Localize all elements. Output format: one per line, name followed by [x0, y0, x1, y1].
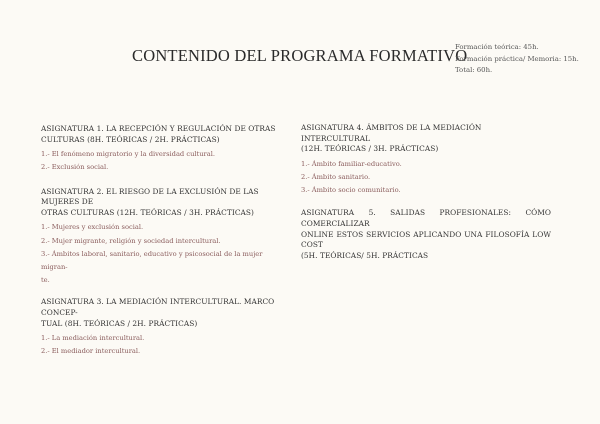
- subject-5: [301, 208, 551, 261]
- hours-total: Total: 60h.: [455, 66, 493, 74]
- subject-1-items: [41, 148, 291, 174]
- list-item: te.: [41, 276, 50, 285]
- subject-3: [41, 297, 291, 358]
- subject-3-title: [41, 297, 291, 329]
- subject-2-title-line: OTRAS CULTURAS (12H. TEÓRICAS / 3H. PRÁCTICAS): [41, 207, 254, 217]
- list-item: 1.- Mujeres y exclusión social.: [41, 223, 144, 232]
- subject-4-title: [301, 123, 551, 155]
- list-item: 1.- Ámbito familiar-educativo.: [301, 159, 402, 168]
- subject-5-title-line: (5H. TEÓRICAS/ 5H. PRÁCTICAS: [301, 250, 429, 260]
- subject-2-items: [41, 221, 291, 287]
- subject-3-title-line: ASIGNATURA 3. LA MEDIACIÓN INTERCULTURAL. MARCO CONCEP-: [41, 297, 275, 317]
- right-column: [301, 123, 551, 261]
- left-column: [41, 124, 291, 359]
- subject-2: [41, 187, 291, 288]
- subject-4-title-line: (12H. TEÓRICAS / 3H. PRÁCTICAS): [301, 144, 439, 154]
- subject-4-items: [301, 158, 551, 198]
- subject-5-title-line: ASIGNATURA 5. SALIDAS PROFESIONALES: CÓMO COMERCIALIZAR: [301, 208, 551, 228]
- subject-3-title-line: TUAL (8H. TEÓRICAS / 2H. PRÁCTICAS): [41, 318, 198, 328]
- list-item: 3.- Ámbitos laboral, sanitario, educativo y psicosocial de la mujer migran-: [41, 249, 263, 271]
- subject-1: [41, 124, 291, 175]
- page-title: CONTENIDO DEL PROGRAMA FORMATIVO: [132, 46, 468, 65]
- subject-1-title: [41, 124, 291, 145]
- list-item: 2.- Mujer migrante, religión y sociedad intercultural.: [41, 236, 221, 245]
- list-item: 1.- El fenómeno migratorio y la diversidad cultural.: [41, 150, 215, 159]
- hours-theory: Formación teórica: 45h.: [455, 43, 539, 51]
- subject-5-title-line: ONLINE ESTOS SERVICIOS APLICANDO UNA FILOSOFÍA LOW COST: [301, 229, 551, 250]
- subject-5-title: [301, 208, 551, 261]
- subject-1-title-line: CULTURAS (8H. TEÓRICAS / 2H. PRÁCTICAS): [41, 134, 220, 144]
- subject-2-title-line: ASIGNATURA 2. EL RIESGO DE LA EXCLUSIÓN DE LAS MUJERES DE: [41, 186, 259, 207]
- subject-4: [301, 123, 551, 197]
- list-item: 1.- La mediación intercultural.: [41, 334, 145, 343]
- hours-practice: Formación práctica/ Memoria: 15h.: [455, 54, 579, 63]
- list-item: 2.- Ámbito sanitario.: [301, 172, 371, 181]
- hours-summary: [455, 42, 579, 77]
- subject-3-items: [41, 332, 291, 358]
- list-item: 3.- Ámbito socio comunitario.: [301, 186, 401, 195]
- subject-1-title-line: ASIGNATURA 1. LA RECEPCIÓN Y REGULACIÓN DE OTRAS: [41, 124, 276, 133]
- subject-4-title-line: ASIGNATURA 4. ÁMBITOS DE LA MEDIACIÓN INTERCULTURAL: [301, 123, 482, 143]
- list-item: 2.- Exclusión social.: [41, 163, 109, 172]
- list-item: 2.- El mediador intercultural.: [41, 347, 141, 356]
- subject-2-title: [41, 187, 291, 219]
